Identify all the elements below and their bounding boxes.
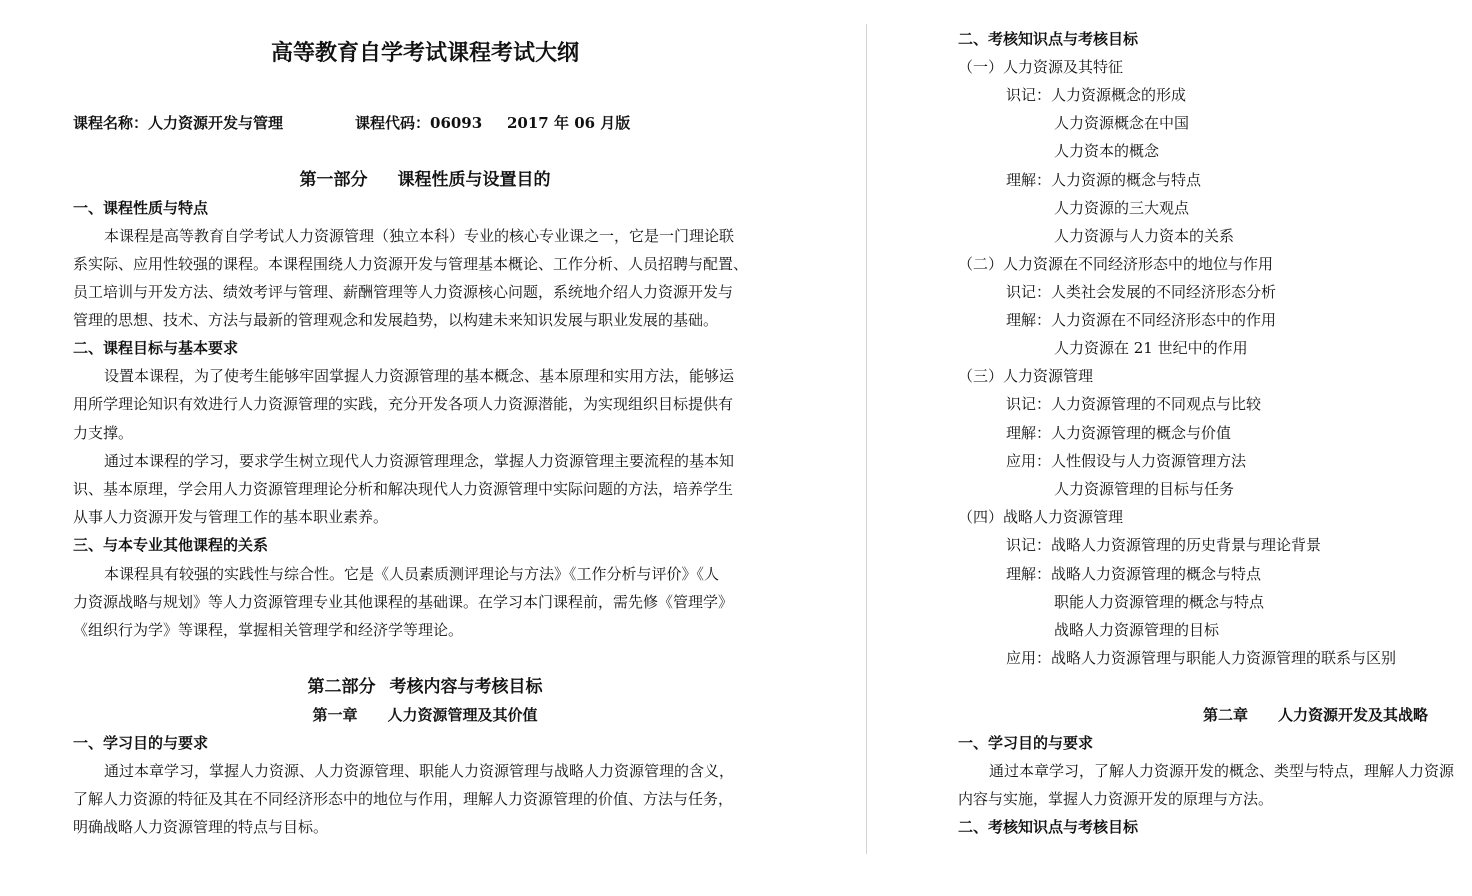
outline-item: 应用：战略人力资源管理与职能人力资源管理的联系与区别 [1006, 649, 1397, 667]
outline-item: （二）人力资源在不同经济形态中的地位与作用 [958, 255, 1274, 273]
outline-item: 人力资源在 21 世纪中的作用 [1054, 339, 1248, 357]
outline-item: 理解：人力资源管理的概念与价值 [1006, 424, 1232, 442]
part1-number: 第一部分 [299, 170, 368, 190]
section-heading: 一、学习目的与要求 [73, 734, 209, 752]
paragraph-line: 系实际、应用性较强的课程。本课程围绕人力资源开发与管理基本概论、工作分析、人员招聘与配置、 [73, 255, 749, 273]
paragraph-line: 设置本课程，为了使考生能够牢固掌握人力资源管理的基本概念、基本原理和实用方法，能够运 [104, 367, 735, 385]
outline-item: 识记：人力资源概念的形成 [1006, 86, 1187, 104]
section-heading: 一、课程性质与特点 [73, 199, 209, 217]
chapter1-heading [0, 701, 850, 729]
course-info [73, 109, 630, 137]
page-divider [866, 24, 867, 854]
outline-item: 人力资源管理的目标与任务 [1054, 480, 1235, 498]
chapter2-heading [1203, 701, 1428, 729]
document-title: 高等教育自学考试课程考试大纲 [270, 40, 579, 66]
paragraph-line: 内容与实施，掌握人力资源开发的原理与方法。 [958, 790, 1274, 808]
chapter1-number: 第一章 [312, 706, 358, 724]
outline-item: （三）人力资源管理 [958, 367, 1094, 385]
paragraph-line: 本课程具有较强的实践性与综合性。它是《人员素质测评理论与方法》《工作分析与评价》《人 [104, 565, 720, 583]
part2-title: 考核内容与考核目标 [389, 677, 543, 697]
chapter2-number: 第二章 [1203, 706, 1249, 724]
outline-item: 人力资本的概念 [1054, 142, 1160, 160]
outline-item: 人力资源的三大观点 [1054, 199, 1190, 217]
paragraph-line: 用所学理论知识有效进行人力资源管理的实践，充分开发各项人力资源潜能，为实现组织目标提供有 [73, 395, 734, 413]
outline-item: 理解：人力资源的概念与特点 [1006, 171, 1202, 189]
section-heading: 二、考核知识点与考核目标 [958, 30, 1139, 48]
paragraph-line: 明确战略人力资源管理的特点与目标。 [73, 818, 329, 836]
part1-heading [0, 166, 850, 194]
page-right [868, 0, 1472, 896]
paragraph-line: 员工培训与开发方法、绩效考评与管理、薪酬管理等人力资源核心问题，系统地介绍人力资源开发与 [73, 283, 734, 301]
outline-item: 职能人力资源管理的概念与特点 [1054, 593, 1265, 611]
paragraph-line: 管理的思想、技术、方法与最新的管理观念和发展趋势，以构建未来知识发展与职业发展的基础。 [73, 311, 719, 329]
section-heading: 二、课程目标与基本要求 [73, 339, 239, 357]
part1-title: 课程性质与设置目的 [397, 170, 551, 190]
outline-item: 人力资源与人力资本的关系 [1054, 227, 1235, 245]
outline-item: 识记：人类社会发展的不同经济形态分析 [1006, 283, 1277, 301]
outline-item: 识记：战略人力资源管理的历史背景与理论背景 [1006, 536, 1322, 554]
outline-item: 理解：战略人力资源管理的概念与特点 [1006, 565, 1262, 583]
course-name: 课程名称：人力资源开发与管理 [73, 114, 284, 132]
paragraph-line: 通过本章学习，掌握人力资源、人力资源管理、职能人力资源管理与战略人力资源管理的含义， [104, 762, 735, 780]
section-heading: 一、学习目的与要求 [958, 734, 1094, 752]
outline-item: （一）人力资源及其特征 [958, 58, 1124, 76]
paragraph-line: 通过本课程的学习，要求学生树立现代人力资源管理理念，掌握人力资源管理主要流程的基本知 [104, 452, 735, 470]
paragraph-line: 力支撑。 [73, 424, 134, 442]
course-code: 课程代码：06093 [355, 114, 483, 132]
course-edition: 2017 年 06 月版 [507, 114, 631, 132]
chapter1-title: 人力资源管理及其价值 [387, 706, 538, 724]
section-heading: 三、与本专业其他课程的关系 [73, 536, 269, 554]
outline-item: 战略人力资源管理的目标 [1054, 621, 1220, 639]
paragraph-line: 通过本章学习，了解人力资源开发的概念、类型与特点，理解人力资源 [989, 762, 1455, 780]
outline-item: 识记：人力资源管理的不同观点与比较 [1006, 395, 1262, 413]
paragraph-line: 《组织行为学》等课程，掌握相关管理学和经济学等理论。 [73, 621, 464, 639]
section-heading: 二、考核知识点与考核目标 [958, 818, 1139, 836]
paragraph-line: 本课程是高等教育自学考试人力资源管理（独立本科）专业的核心专业课之一，它是一门理论联 [104, 227, 735, 245]
outline-item: 人力资源概念在中国 [1054, 114, 1190, 132]
chapter2-title: 人力资源开发及其战略 [1278, 706, 1429, 724]
outline-item: 应用：人性假设与人力资源管理方法 [1006, 452, 1247, 470]
part2-heading [0, 673, 850, 701]
part2-number: 第二部分 [307, 677, 376, 697]
paragraph-line: 识、基本原理，学会用人力资源管理理论分析和解决现代人力资源管理中实际问题的方法，培养学生 [73, 480, 734, 498]
paragraph-line: 力资源战略与规划》等人力资源管理专业其他课程的基础课。在学习本门课程前，需先修《管理学》 [73, 593, 734, 611]
paragraph-line: 了解人力资源的特征及其在不同经济形态中的地位与作用，理解人力资源管理的价值、方法与任务， [73, 790, 734, 808]
outline-item: 理解：人力资源在不同经济形态中的作用 [1006, 311, 1277, 329]
paragraph-line: 从事人力资源开发与管理工作的基本职业素养。 [73, 508, 389, 526]
outline-item: （四）战略人力资源管理 [958, 508, 1124, 526]
